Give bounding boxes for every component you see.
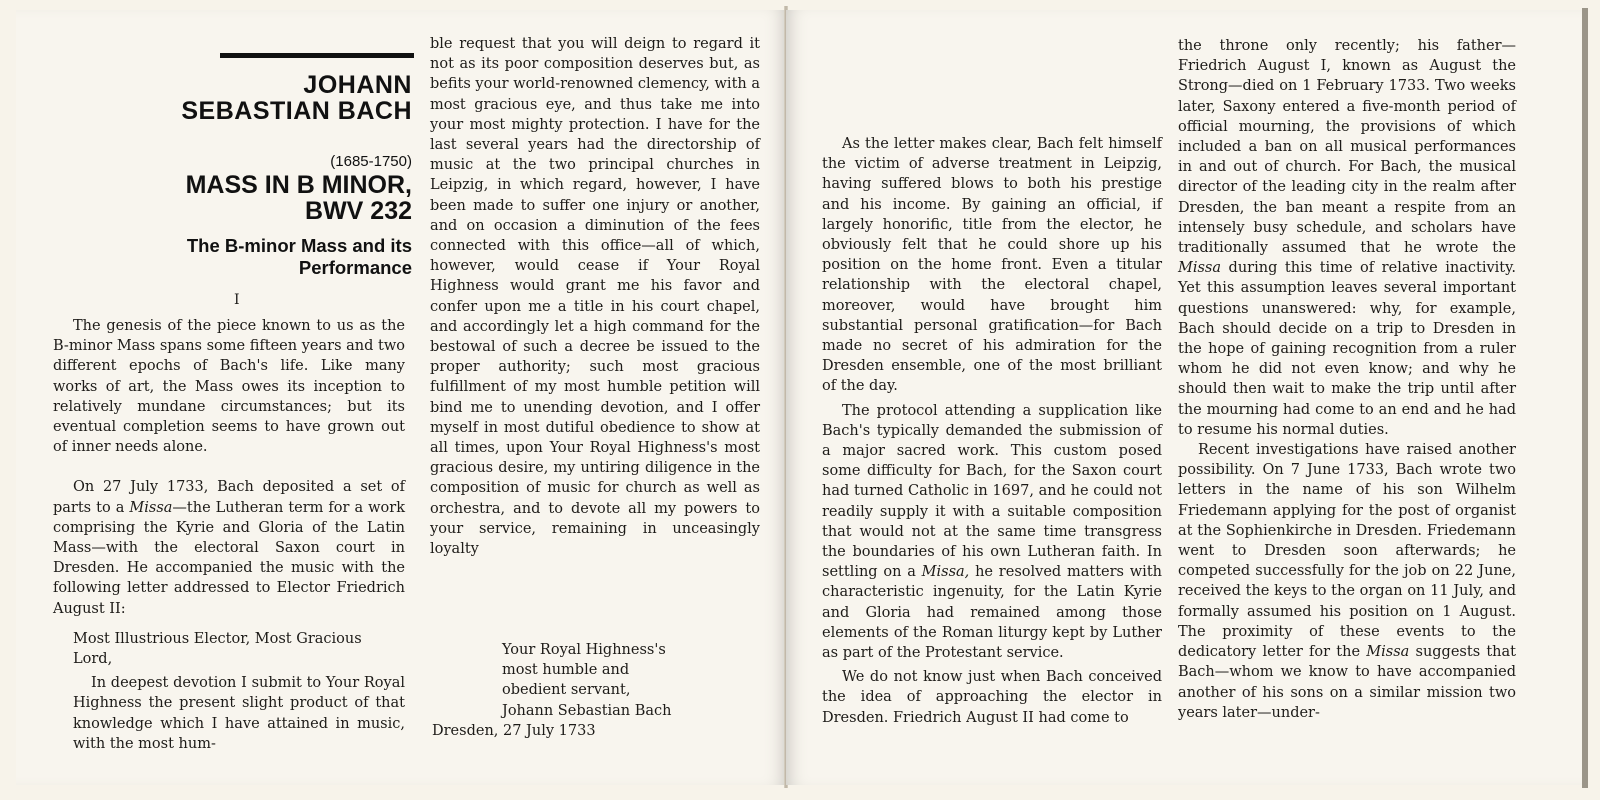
paragraph-text: during this time of relative inactivity. Yet this assumption leaves several important questions unanswered: why, for example, Bach should decide on a trip to Dresden in the hope of gaining recognition from a ruler whom he did not even know; and why he should then wait to make the trip until after the mourning had come to an end and he had to resume his normal duties. [1178, 260, 1516, 438]
signature-line: Johann Sebastian Bach [502, 702, 672, 719]
paragraph [53, 477, 405, 618]
letter-place-date: Dresden, 27 July 1733 [432, 723, 596, 739]
section-number: I [234, 292, 240, 308]
paragraph-text: The protocol attending a supplication like Bach's typically demanded the submission of a major sacred work. This custom posed some difficulty for Bach, for the Saxon court had turned Catholic in 1697, and he could not readily supply it with a suitable composition that would not at the same time transgress the boundaries of his own Lutheran faith. In settling on a [822, 402, 1162, 581]
closing-line: obedient servant, [502, 682, 631, 699]
paragraph [822, 401, 1162, 664]
letter-paragraph: In deepest devotion I submit to Your Royal Highness the present slight product of that knowledge which I have attained in music, with the most hum- [73, 675, 405, 752]
paragraph [1178, 36, 1516, 440]
italic-term: Missa, [921, 564, 970, 581]
italic-term: Missa [1366, 644, 1410, 661]
paragraph: The genesis of the piece known to us as the B-minor Mass spans some fifteen years and two different epochs of Bach's life. Like many works of art, the Mass owes its inception to relatively mundane circumstances; but its eventual completion seems to have grown out of inner needs alone. [53, 318, 405, 456]
left-page-column-2 [430, 34, 760, 559]
paragraph-text: Recent investigations have raised another possibility. On 7 June 1733, Bach wrote two letters in the name of his son Wilhelm Friedemann applying for the post of organist at the Sophienkirche in Dresden. Friedemann went to Dresden soon afterwards; he competed successfully for the job on 22 June, received the keys to the organ on 11 July, and formally assumed his position on 1 August. The proximity of these events to the dedicatory letter for the [1178, 442, 1516, 661]
italic-term: Missa [1178, 260, 1222, 277]
paragraph: We do not know just when Bach conceived the idea of approaching the elector in Dresden. Friedrich August II had come to [822, 669, 1162, 726]
right-page-column-1 [822, 134, 1162, 728]
page-edge [1582, 8, 1588, 788]
paragraph-text: the throne only recently; his father—Friedrich August I, known as August the Strong—died on 1 February 1733. Two weeks later, Saxony entered a five-month period of official mourning, the provisions of which included a ban on all musical performances in and out of church. For Bach, the musical director of the leading city in the realm after Dresden, the ban meant a respite from an intensely busy schedule, and scholars have traditionally assumed that he wrote the [1178, 38, 1516, 257]
letter-salutation: Most Illustrious Elector, Most Gracious Lord, [73, 630, 362, 668]
paragraph-text: —the Lutheran term for a work comprising the Kyrie and Gloria of the Latin Mass—with the electoral Saxon court in Dresden. He accompanied the music with the following letter addressed to Elector Friedrich August II: [53, 499, 405, 617]
left-page-column-1 [53, 316, 405, 754]
work-title: MASS IN B MINOR, BWV 232 [185, 171, 412, 225]
paragraph-text: suggests that Bach—whom we know to have accompanied another of his sons on a similar mission two years later—under- [1178, 644, 1516, 721]
heading-rule [220, 53, 414, 58]
right-page-column-2 [1178, 36, 1516, 723]
italic-term: Missa [129, 499, 173, 516]
paragraph-text: he resolved matters with characteristic ingenuity, for the Latin Kyrie and Gloria had remained among those elements of the Roman liturgy kept by Luther as part of the Protestant service. [822, 564, 1162, 662]
letter-body: ble request that you will deign to regard it not as its poor composition deserves but, as befits your world-renowned clemency, with a most gracious eye, and thus take me into your most mighty protection. I have for the last several years had the directorship of music at the two principal churches in Leipzig, in which regard, however, I have been made to suffer one injury or another, and on occasion a diminution of the fees connected with this office—all of which, however, would cease if Your Royal Highness would grant me his favor and confer upon me a title in his court chapel, and accordingly let a high command for the bestowal of such a decree be issued to the proper authority; such most gracious fulfillment of my most humble petition will bind me to unending devotion, and I offer myself in most dutiful obedience to show at all times, upon Your Royal Highness's most gracious desire, my untiring diligence in the composition of music for church as well as orchestra, and to devote all my powers to your service, remaining in unceasingly loyalty [430, 36, 760, 558]
left-page [16, 10, 786, 785]
composer-name: JOHANN SEBASTIAN BACH [181, 71, 412, 125]
paragraph-text: On 27 July 1733, Bach deposited a set of parts to a [53, 479, 405, 516]
section-subtitle: The B-minor Mass and its Performance [186, 235, 412, 278]
paragraph: As the letter makes clear, Bach felt himself the victim of adverse treatment in Leipzig, having suffered blows to both his prestige and his income. By gaining an official, if largely honorific, title from the elector, he obviously felt that he could shore up his position on the home front. Even a titular relationship with the electoral chapel, moreover, would have brought him substantial personal gratification—for Bach made no secret of his admiration for the Dresden ensemble, one of the most brilliant of the day. [822, 136, 1162, 395]
composer-dates: (1685-1750) [330, 153, 412, 170]
right-page [786, 10, 1582, 785]
closing-line: Your Royal Highness's [502, 642, 666, 658]
paragraph [1178, 440, 1516, 723]
closing-line: most humble and [502, 662, 630, 679]
letter-closing [502, 640, 752, 721]
